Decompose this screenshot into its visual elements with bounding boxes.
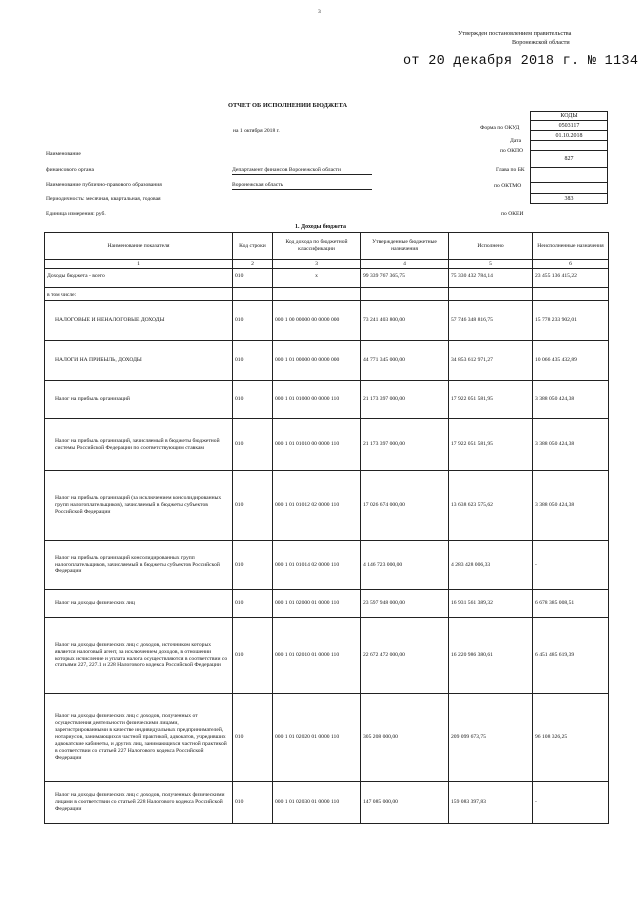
table-row <box>45 541 609 590</box>
table-row <box>45 341 609 381</box>
codes-header: КОДЫ <box>531 112 608 121</box>
okpo-label: по ОКПО <box>500 148 524 154</box>
col-header-name: Наименование показателя <box>45 233 233 260</box>
table-number-row <box>45 260 609 269</box>
table-header-row <box>45 233 609 260</box>
row-name: Налог на прибыль организаций <box>45 381 233 419</box>
table-row <box>45 471 609 541</box>
row-code: 000 1 01 02030 01 0000 110 <box>273 782 361 824</box>
row-approved: 23 597 948 000,00 <box>361 590 449 618</box>
row-line: 010 <box>233 381 273 419</box>
row-executed <box>449 288 533 301</box>
row-code: 000 1 01 02000 01 0000 110 <box>273 590 361 618</box>
row-line <box>233 288 273 301</box>
page-number: 3 <box>318 9 321 15</box>
row-executed: 16 931 561 389,32 <box>449 590 533 618</box>
row-name: Налог на доходы физических лиц с доходов, полученных физическими лицами в соответствии со статьей 228 Налогового кодекса Российской Федерации <box>45 782 233 824</box>
row-code: 000 1 01 00000 00 0000 000 <box>273 341 361 381</box>
row-name: Налог на прибыль организаций (за исключением консолидированных групп налогоплательщиков), зачисляемый в бюджеты субъектов Российской Федерации <box>45 471 233 541</box>
date-value: 01.10.2018 <box>531 131 608 141</box>
row-approved: 99 339 767 365,75 <box>361 269 449 288</box>
row-executed: 57 746 348 816,75 <box>449 301 533 341</box>
row-remaining: 10 066 435 432,89 <box>533 341 609 381</box>
row-approved: 21 173 397 000,00 <box>361 381 449 419</box>
row-code: 000 1 00 00000 00 0000 000 <box>273 301 361 341</box>
public-entity-label: Наименование публично-правового образования <box>46 182 162 188</box>
table-row <box>45 381 609 419</box>
row-remaining: - <box>533 541 609 590</box>
table-row <box>45 288 609 301</box>
row-remaining: 23 455 136 415,22 <box>533 269 609 288</box>
row-name: НАЛОГОВЫЕ И НЕНАЛОГОВЫЕ ДОХОДЫ <box>45 301 233 341</box>
table-row <box>45 782 609 824</box>
okud-value: 0503117 <box>531 121 608 131</box>
row-remaining: 6 678 385 008,51 <box>533 590 609 618</box>
row-approved: 73 241 403 800,00 <box>361 301 449 341</box>
col-number: 1 <box>45 260 233 269</box>
row-approved: 4 146 723 000,00 <box>361 541 449 590</box>
row-code: 000 1 01 01000 00 0000 110 <box>273 381 361 419</box>
row-remaining: - <box>533 782 609 824</box>
public-entity-value: Воронежская область <box>232 182 372 190</box>
row-line: 010 <box>233 694 273 782</box>
row-remaining <box>533 288 609 301</box>
row-code: x <box>273 269 361 288</box>
name-label: Наименование <box>46 151 81 157</box>
row-executed: 16 220 986 380,61 <box>449 618 533 694</box>
table-row <box>45 269 609 288</box>
report-date: на 1 октября 2018 г. <box>233 128 280 134</box>
row-line: 010 <box>233 301 273 341</box>
unit-of-measure: Единица измерения: руб. <box>46 211 106 217</box>
income-table <box>44 232 609 824</box>
row-approved: 22 672 472 000,00 <box>361 618 449 694</box>
col-number: 5 <box>449 260 533 269</box>
row-executed: 17 922 051 581,95 <box>449 381 533 419</box>
row-executed: 13 638 623 575,62 <box>449 471 533 541</box>
row-line: 010 <box>233 419 273 471</box>
row-remaining: 3 388 050 424,38 <box>533 419 609 471</box>
row-name: в том числе: <box>45 288 233 301</box>
periodicity: Периодичность: месячная, квартальная, годовая <box>46 196 161 202</box>
col-number: 2 <box>233 260 273 269</box>
row-remaining: 15 778 233 902,01 <box>533 301 609 341</box>
row-code: 000 1 01 02020 01 0000 110 <box>273 694 361 782</box>
col-header-code: Код дохода по бюджетной классификации <box>273 233 361 260</box>
row-code: 000 1 01 01012 02 0000 110 <box>273 471 361 541</box>
bk-label: Глава по БК <box>496 167 525 173</box>
row-name: Налог на прибыль организаций консолидированных групп налогоплательщиков, зачисляемый в бюджеты субъектов Российской Федерации <box>45 541 233 590</box>
table-row <box>45 419 609 471</box>
table-row <box>45 301 609 341</box>
approval-line-2: Воронежской области <box>512 39 570 46</box>
row-remaining: 3 388 050 424,38 <box>533 381 609 419</box>
codes-table <box>530 111 608 204</box>
fin-organ-label: финансового органа <box>46 167 94 173</box>
row-executed: 4 283 428 006,33 <box>449 541 533 590</box>
oktmo-label: по ОКТМО <box>494 183 522 189</box>
fin-organ-value: Департамент финансов Воронежской области <box>232 167 372 175</box>
row-executed: 75 330 432 784,14 <box>449 269 533 288</box>
row-executed: 17 922 051 581,95 <box>449 419 533 471</box>
row-name: Налог на доходы физических лиц <box>45 590 233 618</box>
row-remaining: 3 388 050 424,38 <box>533 471 609 541</box>
table-row <box>45 694 609 782</box>
row-code: 000 1 01 01010 00 0000 110 <box>273 419 361 471</box>
row-name: Налог на прибыль организаций, зачисляемый в бюджеты бюджетной системы Российской Федерации по соответствующим ставкам <box>45 419 233 471</box>
row-line: 010 <box>233 269 273 288</box>
col-header-executed: Исполнено <box>449 233 533 260</box>
table-row <box>45 618 609 694</box>
row-executed: 34 853 612 971,27 <box>449 341 533 381</box>
oktmo-value <box>531 168 608 183</box>
row-line: 010 <box>233 618 273 694</box>
row-remaining: 96 108 326,25 <box>533 694 609 782</box>
col-header-line: Код строки <box>233 233 273 260</box>
col-header-remaining: Неисполненные назначения <box>533 233 609 260</box>
okei-value: 383 <box>531 194 608 204</box>
row-line: 010 <box>233 541 273 590</box>
row-line: 010 <box>233 471 273 541</box>
bk-value: 827 <box>531 151 608 168</box>
date-label: Дата <box>510 138 522 144</box>
row-code: 000 1 01 02010 01 0000 110 <box>273 618 361 694</box>
row-approved <box>361 288 449 301</box>
table-row <box>45 590 609 618</box>
row-approved: 305 208 000,00 <box>361 694 449 782</box>
section-title: 1. Доходы бюджета <box>295 224 347 230</box>
blank-cell <box>531 183 608 194</box>
okpo-value <box>531 141 608 151</box>
approval-stamp: от 20 декабря 2018 г. № 1134 <box>403 54 639 69</box>
row-approved: 21 173 397 000,00 <box>361 419 449 471</box>
row-code <box>273 288 361 301</box>
row-code: 000 1 01 01014 02 0000 110 <box>273 541 361 590</box>
row-remaining: 6 451 485 619,39 <box>533 618 609 694</box>
row-executed: 159 083 397,83 <box>449 782 533 824</box>
row-executed: 209 099 673,75 <box>449 694 533 782</box>
col-header-approved: Утвержденные бюджетные назначения <box>361 233 449 260</box>
col-number: 3 <box>273 260 361 269</box>
row-name: Налог на доходы физических лиц с доходов, источником которых является налоговый агент, за исключением доходов, в отношении которых исчисление и уплата налога осуществляются в соответствии со статьями 227, 227.1 и 228 Налогового кодекса Российской Федерации <box>45 618 233 694</box>
row-approved: 44 771 345 000,00 <box>361 341 449 381</box>
row-line: 010 <box>233 782 273 824</box>
row-approved: 147 085 000,00 <box>361 782 449 824</box>
report-title: ОТЧЕТ ОБ ИСПОЛНЕНИИ БЮДЖЕТА <box>228 102 348 109</box>
col-number: 6 <box>533 260 609 269</box>
row-name: Налог на доходы физических лиц с доходов, полученных от осуществления деятельности физическими лицами, зарегистрированными в качестве индивидуальных предпринимателей, нотариусов, занимающихся частной практикой, адвокатов, учредивших адвокатские кабинеты, и других лиц, занимающихся частной практикой в соответствии со статьей 227 Налогового кодекса Российской Федерации <box>45 694 233 782</box>
row-approved: 17 026 674 000,00 <box>361 471 449 541</box>
okei-label: по ОКЕИ <box>501 211 524 217</box>
row-line: 010 <box>233 590 273 618</box>
row-name: НАЛОГИ НА ПРИБЫЛЬ, ДОХОДЫ <box>45 341 233 381</box>
row-line: 010 <box>233 341 273 381</box>
okud-label: Форма по ОКУД <box>480 125 520 131</box>
col-number: 4 <box>361 260 449 269</box>
row-name: Доходы бюджета - всего <box>45 269 233 288</box>
approval-line-1: Утвержден постановлением правительства <box>458 30 572 37</box>
